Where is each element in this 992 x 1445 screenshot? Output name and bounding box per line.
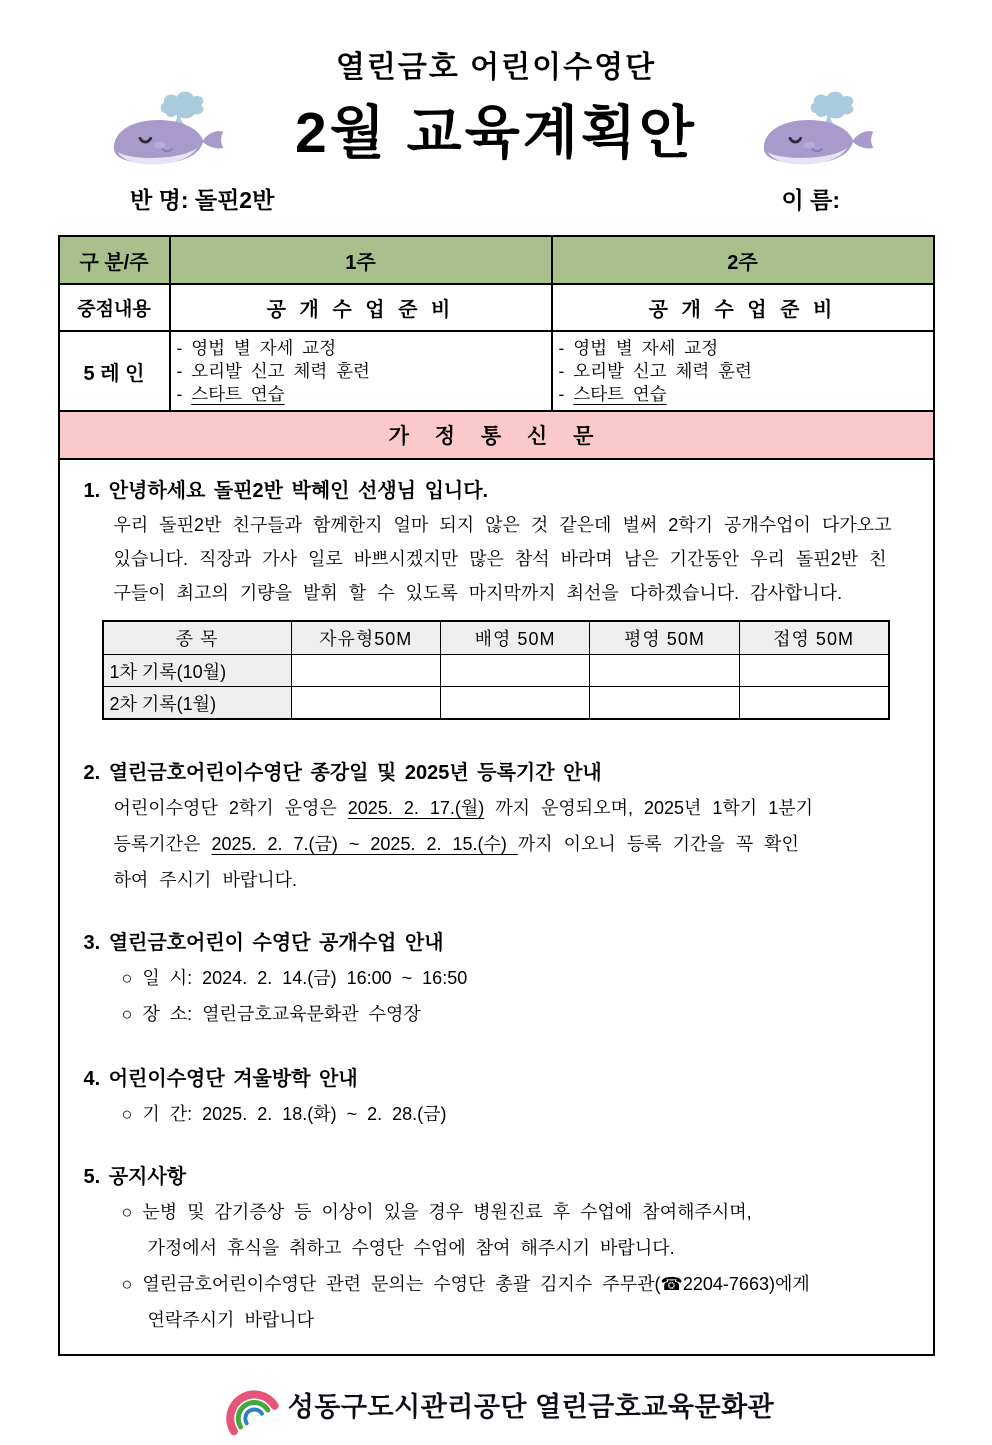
whale-icon: [105, 88, 237, 180]
record-row: [103, 687, 889, 720]
section4-item: ○ 기 간: 2025. 2. 18.(화) ~ 2. 28.(금): [121, 1104, 447, 1124]
focus-row-label: 중점내용: [59, 284, 170, 331]
lane-item: - 영법 별 자세 교정: [558, 337, 719, 358]
lane-item: - 영법 별 자세 교정: [176, 337, 337, 358]
section5-item-continuation: 가정에서 휴식을 취하고 수영단 수업에 참여 해주시기 바랍니다.: [147, 1238, 675, 1258]
footer: [0, 1378, 992, 1430]
record-cell: [291, 687, 440, 720]
record-header-event: 종 목: [103, 621, 292, 655]
lane-item: - 오리발 신고 체력 훈련: [558, 360, 752, 381]
org-subtitle: 열린금호 어린이수영단: [335, 51, 657, 84]
section2-line: 어린이수영단 2학기 운영은 2025. 2. 17.(월) 까지 운영되오며, 2025년 1학기 1분기: [113, 798, 813, 818]
student-name-label: 이 름:: [781, 187, 840, 213]
family-newsletter-banner: 가 정 통 신 문: [59, 411, 934, 459]
schedule-header-week2: 2주: [552, 236, 934, 284]
schedule-header-week1: 1주: [170, 236, 552, 284]
class-name-label: 반 명: 돌핀2반: [130, 187, 275, 213]
schedule-table: [58, 235, 935, 1356]
record-row-label: 1차 기록(10월): [103, 655, 292, 687]
rainbow-arc-logo-icon: [218, 1378, 280, 1430]
record-cell: [739, 687, 888, 720]
section2-heading: 2. 열린금호어린이수영단 종강일 및 2025년 등록기간 안내: [83, 762, 602, 784]
section4-heading: 4. 어린이수영단 겨울방학 안내: [83, 1068, 358, 1090]
section3-heading: 3. 열린금호어린이 수영단 공개수업 안내: [83, 932, 444, 954]
whale-icon: [755, 88, 887, 180]
section5-item-continuation: 연락주시기 바랍니다: [147, 1310, 314, 1330]
footer-org-name: 성동구도시관리공단 열린금호교육문화관: [287, 1391, 775, 1422]
page-title: 2월 교육계획안: [295, 101, 697, 166]
record-table: [102, 620, 890, 720]
lane-item: - 오리발 신고 체력 훈련: [176, 360, 370, 381]
section3-item: ○ 장 소: 열린금호교육문화관 수영장: [121, 1004, 421, 1024]
family-newsletter-banner-row: [59, 411, 934, 459]
record-header-row: [103, 621, 889, 655]
lane-item: - 스타트 연습: [176, 383, 285, 404]
class-name-row: [0, 182, 992, 215]
underlined-date: 2025. 2. 17.(월): [347, 798, 485, 818]
section2-line: 등록기간은 2025. 2. 7.(금) ~ 2025. 2. 15.(수) 까지 이오니 등록 기간을 꼭 확인: [113, 834, 799, 854]
record-row-label: 2차 기록(1월): [103, 687, 292, 720]
schedule-header-row: [59, 236, 934, 284]
record-cell: [440, 687, 589, 720]
record-header-breaststroke: 평영 50M: [590, 621, 739, 655]
section1-line: 있습니다. 직장과 가사 일로 바쁘시겠지만 많은 참석 바라며 남은 기간동안 우리 돌핀2반 친: [113, 549, 887, 569]
record-row: [103, 655, 889, 687]
underlined-date-range: 2025. 2. 7.(금) ~ 2025. 2. 15.(수): [211, 834, 518, 854]
record-header-butterfly: 접영 50M: [739, 621, 888, 655]
section1-line: 구들이 최고의 기량을 발휘 할 수 있도록 마지막까지 최선을 다하겠습니다. 감사합니다.: [113, 583, 843, 603]
section1-line: 우리 돌핀2반 친구들과 함께한지 얼마 되지 않은 것 같은데 벌써 2학기 공개수업이 다가오고: [113, 515, 892, 535]
record-cell: [739, 655, 888, 687]
focus-row: [59, 284, 934, 331]
lane-week2-cell: [552, 331, 934, 411]
lane-week1-cell: [170, 331, 552, 411]
lane-row: [59, 331, 934, 411]
lane-item: - 스타트 연습: [558, 383, 667, 404]
section5-item: ○ 열린금호어린이수영단 관련 문의는 수영단 총괄 김지수 주무관(☎2204-7663)에게: [121, 1274, 810, 1294]
schedule-header-category: 구 분/주: [59, 236, 170, 284]
record-cell: [590, 655, 739, 687]
record-cell: [590, 687, 739, 720]
document-page: [0, 42, 992, 1445]
notice-row: [59, 459, 934, 1355]
record-cell: [440, 655, 589, 687]
notice-content: [59, 459, 934, 1355]
focus-week2: 공 개 수 업 준 비: [552, 284, 934, 331]
section1-heading: 1. 안녕하세요 돌핀2반 박혜인 선생님 입니다.: [83, 480, 489, 502]
section2-line: 하여 주시기 바랍니다.: [113, 870, 297, 890]
record-cell: [291, 655, 440, 687]
section5-heading: 5. 공지사항: [83, 1166, 187, 1188]
section3-item: ○ 일 시: 2024. 2. 14.(금) 16:00 ~ 16:50: [121, 968, 468, 988]
section5-item: ○ 눈병 및 감기증상 등 이상이 있을 경우 병원진료 후 수업에 참여해주시며,: [121, 1202, 752, 1222]
focus-week1: 공 개 수 업 준 비: [170, 284, 552, 331]
title-row: [0, 88, 992, 180]
record-header-freestyle: 자유형50M: [291, 621, 440, 655]
record-header-backstroke: 배영 50M: [440, 621, 589, 655]
lane-row-label: 5 레 인: [59, 331, 170, 411]
